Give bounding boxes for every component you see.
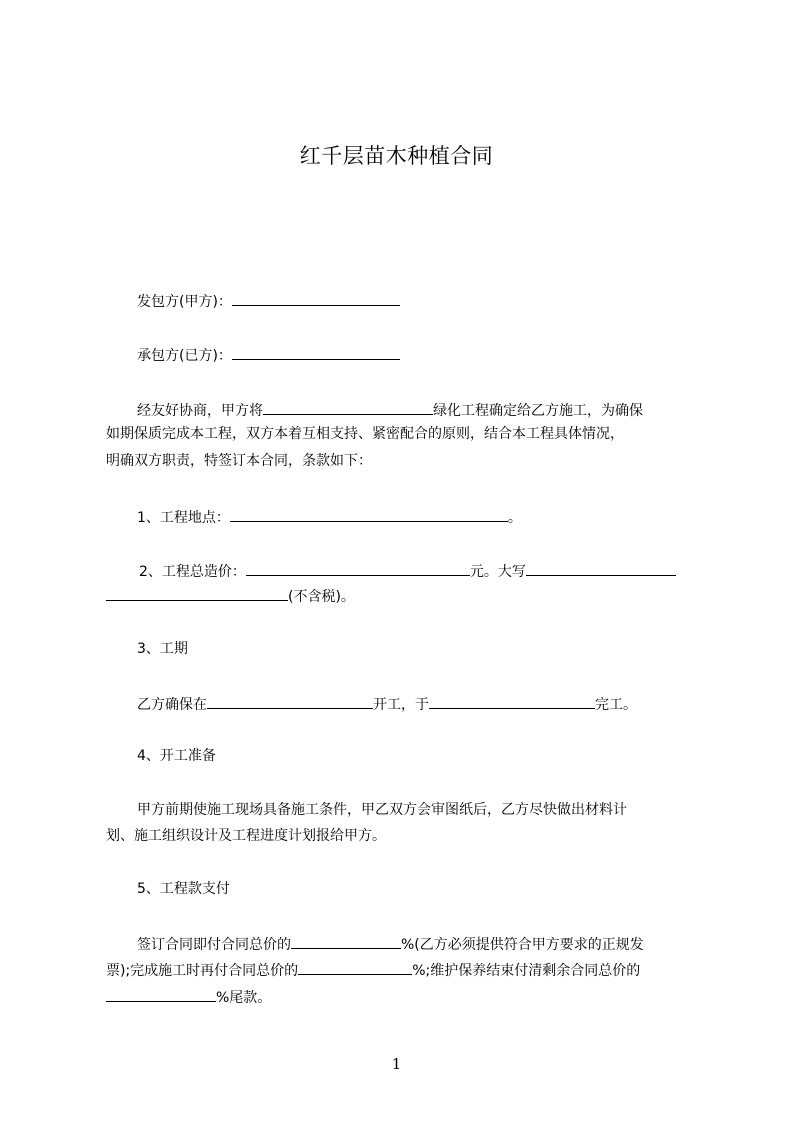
clause-4-heading: 4、开工准备 [137,748,216,764]
price-in-words-blank-2[interactable] [106,585,288,601]
party-b-line [137,344,400,366]
intro-text-after: 绿化工程确定给乙方施工，为确保 [433,403,643,419]
project-location-blank[interactable] [230,506,508,522]
price-in-words-blank-1[interactable] [526,560,676,576]
clause-5-line-2-after: %;维护保养结束付清剩余合同总价的 [412,963,641,979]
clause-5-line-1-before: 签订合同即付合同总价的 [137,937,291,953]
clause-3-before: 乙方确保在 [137,697,207,713]
party-a-blank[interactable] [232,290,400,306]
clause-5-line-3-after: %尾款。 [216,990,272,1006]
clause-2-line-1 [139,560,676,582]
project-name-blank[interactable] [263,399,433,415]
clause-3-line [137,693,637,715]
total-price-blank[interactable] [246,560,470,576]
intro-text-before: 经友好协商，甲方将 [137,403,263,419]
completion-percent-blank[interactable] [298,959,412,975]
clause-4-line-2: 划、施工组织设计及工程进度计划报给甲方。 [106,828,386,844]
clause-1-end: 。 [507,510,522,526]
page-number: 1 [391,1055,402,1073]
clause-5-line-1-after: %(乙方必须提供符合甲方要求的正规发 [401,937,644,953]
advance-percent-blank[interactable] [291,933,401,949]
end-date-blank[interactable] [429,693,595,709]
clause-3-heading: 3、工期 [137,641,188,657]
clause-5-line-3 [106,986,271,1008]
clause-5-line-2-before: 票);完成施工时再付合同总价的 [106,963,299,979]
intro-line-3: 明确双方职责，特签订本合同，条款如下： [106,453,372,469]
clause-2-label: 2、工程总造价： [139,564,246,580]
clause-4-line-1: 甲方前期使施工现场具备施工条件，甲乙双方会审图纸后，乙方尽快做出材料计 [137,802,627,818]
intro-line-2: 如期保质完成本工程，双方本着互相支持、紧密配合的原则，结合本工程具体情况， [106,426,624,442]
clause-1-line [137,506,522,528]
clause-3-middle: 开工，于 [373,697,429,713]
clause-2-line-2 [106,585,355,607]
party-a-line [137,290,400,312]
party-b-blank[interactable] [232,344,400,360]
clause-5-line-1 [137,933,644,955]
page-title: 红千层苗木种植合同 [299,144,494,168]
intro-line-1 [137,399,643,421]
clause-3-after: 完工。 [595,697,637,713]
clause-2-unit: 元。大写 [469,564,526,580]
start-date-blank[interactable] [207,693,373,709]
clause-2-suffix: (不含税)。 [288,589,355,605]
clause-5-heading: 5、工程款支付 [137,881,230,897]
final-percent-blank[interactable] [106,986,216,1002]
clause-5-line-2 [106,959,640,981]
party-a-label: 发包方(甲方)： [137,294,232,310]
clause-1-label: 1、工程地点： [137,510,230,526]
party-b-label: 承包方(已方)： [137,348,232,364]
